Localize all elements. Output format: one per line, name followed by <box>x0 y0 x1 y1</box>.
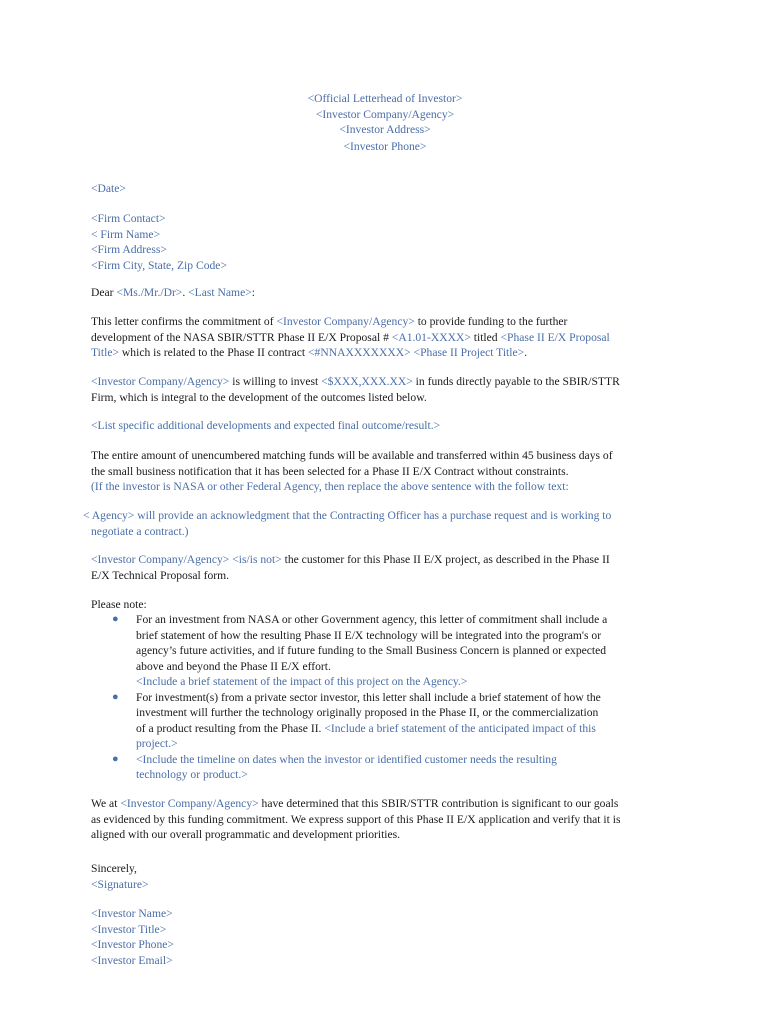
bullet-timeline <box>112 752 672 783</box>
letterhead <box>0 91 770 154</box>
p4-line-1: The entire amount of unencumbered matching funds will be available and transferred within 45 business days of <box>91 449 613 462</box>
bullet-dot-icon: ● <box>112 613 119 625</box>
p1-text-d: titled <box>470 330 501 344</box>
bullet-dot-icon: ● <box>112 690 119 703</box>
please-note-label: Please note: <box>91 598 147 611</box>
firm-name: < Firm Name> <box>91 227 161 241</box>
p7-company: <Investor Company/Agency> <box>120 797 259 810</box>
salutation-dear: Dear <box>91 286 117 299</box>
date-placeholder: <Date> <box>91 182 126 195</box>
closing <box>91 861 671 892</box>
p2-amount: <$XXX,XXX.XX> <box>321 375 413 388</box>
letterhead-official: <Official Letterhead of Investor> <box>307 92 463 105</box>
b3-line-2: technology or product.> <box>136 768 248 781</box>
letterhead-company: <Investor Company/Agency> <box>315 107 455 121</box>
firm-address: <Firm Address> <box>91 243 167 256</box>
letterhead-address: <Investor Address> <box>339 123 431 136</box>
bullet-government <box>112 612 672 690</box>
p5-agency: < Agency> <box>83 509 135 522</box>
firm-contact: <Firm Contact> <box>91 212 166 225</box>
paragraph-investment <box>91 374 671 405</box>
p1-text-c: development of the NASA SBIR/STTR Phase II E/X Proposal # <box>91 330 392 344</box>
p2-company: <Investor Company/Agency> <box>91 375 230 388</box>
investor-title: <Investor Title> <box>91 922 167 936</box>
p7-text-d: aligned with our overall programmatic and development priorities. <box>91 828 401 841</box>
p1-text-b: to provide funding to the further <box>414 315 568 328</box>
p6-company: <Investor Company/Agency> <box>91 553 230 566</box>
p1-proposal-title-1: <Phase II E/X Proposal <box>500 330 610 344</box>
bullet-private-sector <box>112 690 672 752</box>
date-line <box>91 181 671 197</box>
b1-line-4: above and beyond the Phase II E/X effort. <box>136 659 331 673</box>
salutation-lastname: <Last Name> <box>188 286 252 299</box>
b2-line-4: project.> <box>136 737 178 750</box>
paragraph-outcomes <box>91 418 671 434</box>
bullet-dot-icon: ● <box>112 752 119 765</box>
paragraph-customer <box>91 552 671 583</box>
investor-name: <Investor Name> <box>91 907 173 920</box>
letterhead-phone: <Investor Phone> <box>343 139 427 153</box>
closing-sincerely: Sincerely, <box>91 862 137 875</box>
paragraph-matching-funds <box>91 448 671 495</box>
paragraph-commitment <box>91 314 671 361</box>
paragraph-support <box>91 796 671 843</box>
p1-period: . <box>524 346 528 359</box>
p1-proposal-number: <A1.01-XXXX> <box>391 330 471 344</box>
b1-line-3: agency’s future activities, and if future funding to the Small Business Concern is planned or expected <box>136 644 607 657</box>
p5-line-1: will provide an acknowledgment that the Contracting Officer has a purchase request and is working to <box>134 509 612 522</box>
please-note-heading <box>91 597 671 613</box>
p4-line-3: (If the investor is NASA or other Federal Agency, then replace the above sentence with the follow text: <box>91 480 569 493</box>
b2-line-2: investment will further the technology originally proposed in the Phase II, or the commercialization <box>136 706 599 719</box>
p1-contract: <#NNAXXXXXXX> <box>308 346 411 359</box>
p2-text-b: in funds directly payable to the SBIR/STTR <box>412 375 620 388</box>
salutation-sep: . <box>182 286 189 299</box>
p7-text-a: We at <box>91 797 121 810</box>
p7-text-c: as evidenced by this funding commitment. We express support of this Phase II E/X application and verify that it is <box>91 812 621 826</box>
p2-text-a: is willing to invest <box>229 375 322 388</box>
b1-line-2: brief statement of how the resulting Phase II E/X technology will be integrated into the program's or <box>136 628 602 642</box>
firm-city: <Firm City, State, Zip Code> <box>91 258 227 272</box>
p5-line-2: negotiate a contract.) <box>91 524 189 538</box>
p3-outcomes-placeholder: <List specific additional developments and expected final outcome/result.> <box>91 419 441 432</box>
investor-email: <Investor Email> <box>91 953 173 967</box>
b2-line-3a: of a product resulting from the Phase II. <box>136 721 325 735</box>
p7-text-b: have determined that this SBIR/STTR contribution is significant to our goals <box>258 797 619 810</box>
p6-is-not: <is/is not> <box>232 553 282 566</box>
p1-text-e: which is related to the Phase II contract <box>119 346 309 359</box>
b1-line-5: <Include a brief statement of the impact of this project on the Agency.> <box>136 675 468 688</box>
p6-text-a: the customer for this Phase II E/X project, as described in the Phase II <box>281 553 610 566</box>
investor-phone: <Investor Phone> <box>91 938 174 951</box>
b2-line-1: For investment(s) from a private sector investor, this letter shall include a brief statement of how the <box>136 690 601 704</box>
p1-proposal-title-2: Title> <box>91 346 120 359</box>
p4-line-2: the small business notification that it has been selected for a Phase II E/X Contract without constraints. <box>91 464 569 478</box>
signature-placeholder: <Signature> <box>91 877 149 891</box>
p6-text-b: E/X Technical Proposal form. <box>91 568 230 582</box>
salutation-title: <Ms./Mr./Dr> <box>116 286 183 299</box>
b2-line-3b: <Include a brief statement of the anticipated impact of this <box>324 721 596 735</box>
b3-line-1: <Include the timeline on dates when the investor or identified customer needs the resulting <box>136 752 557 766</box>
p1-project-title: <Phase II Project Title> <box>413 346 525 359</box>
salutation <box>91 285 671 301</box>
p1-text-a: This letter confirms the commitment of <box>91 315 277 328</box>
note-bullet-list <box>112 612 672 783</box>
b1-line-1: For an investment from NASA or other Government agency, this letter of commitment shall include a <box>136 613 608 626</box>
p2-text-c: Firm, which is integral to the development of the outcomes listed below. <box>91 390 427 404</box>
firm-address-block <box>91 211 671 273</box>
paragraph-agency <box>83 508 663 539</box>
p1-company: <Investor Company/Agency> <box>276 315 415 328</box>
investor-signature-block <box>91 906 671 968</box>
salutation-colon: : <box>251 286 255 299</box>
